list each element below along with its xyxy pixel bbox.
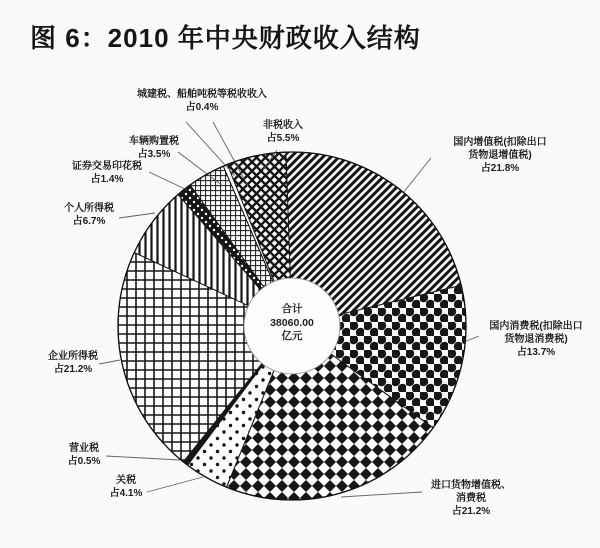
- center-label-prefix: 合计: [281, 303, 303, 315]
- slice-label-7: [62, 160, 152, 186]
- slice-label-2: [424, 479, 518, 518]
- slice-label-1-line-2: 占13.7%: [516, 347, 556, 358]
- slice-label-1: [472, 320, 600, 359]
- slice-label-1-line-1: 货物退消费税): [504, 334, 568, 345]
- slice-label-4: [52, 442, 116, 468]
- slice-label-6-line-0: 个人所得税: [64, 203, 114, 214]
- slice-label-7-line-0: 证券交易印花税: [72, 161, 142, 172]
- figure-title: 图 6：2010 年中央财政收入结构: [30, 23, 421, 53]
- slice-label-3: [95, 474, 157, 500]
- leader-line-2: [341, 492, 422, 497]
- slice-label-0-line-0: 国内增值税(扣除出口: [453, 137, 547, 148]
- slice-label-0-line-2: 占21.8%: [480, 163, 520, 174]
- slice-label-5-line-0: 企业所得税: [48, 351, 98, 362]
- pie-center-label: [240, 303, 344, 344]
- slice-label-9-line-1: 占0.4%: [185, 102, 219, 113]
- slice-label-4-line-1: 占0.5%: [67, 456, 101, 467]
- slice-label-10-line-1: 占5.5%: [266, 133, 300, 144]
- slice-label-7-line-1: 占1.4%: [90, 174, 124, 185]
- slice-label-3-line-1: 占4.1%: [109, 488, 143, 499]
- leader-line-7: [149, 172, 187, 190]
- slice-label-9: [128, 88, 276, 114]
- slice-label-3-line-0: 关税: [116, 475, 136, 486]
- slice-label-9-line-0: 城建税、船舶吨税等税收收入: [137, 89, 267, 100]
- slice-label-2-line-2: 占21.2%: [451, 506, 491, 517]
- leader-line-4: [106, 456, 180, 460]
- slice-label-6: [53, 202, 125, 228]
- slice-label-8: [124, 135, 184, 161]
- slice-label-2-line-0: 进口货物增值税、: [431, 480, 511, 491]
- slice-label-5-line-1: 占21.2%: [53, 364, 93, 375]
- center-label-value: 38060.00: [270, 316, 314, 329]
- slice-label-1-line-0: 国内消费税(扣除出口: [489, 321, 583, 332]
- slice-label-4-line-0: 营业税: [69, 443, 99, 454]
- slice-label-5: [38, 350, 108, 376]
- leader-line-0: [403, 158, 431, 193]
- slice-label-10-line-0: 非税收入: [263, 120, 303, 131]
- slice-label-6-line-1: 占6.7%: [72, 216, 106, 227]
- slice-label-8-line-0: 车辆购置税: [129, 136, 179, 147]
- slice-label-2-line-1: 消费税: [456, 493, 486, 504]
- slice-label-0-line-1: 货物退增值税): [468, 150, 532, 161]
- slice-label-0: [432, 136, 568, 175]
- slice-label-10: [243, 119, 323, 145]
- center-label-unit: 亿元: [281, 330, 303, 342]
- slice-label-8-line-1: 占3.5%: [137, 149, 171, 160]
